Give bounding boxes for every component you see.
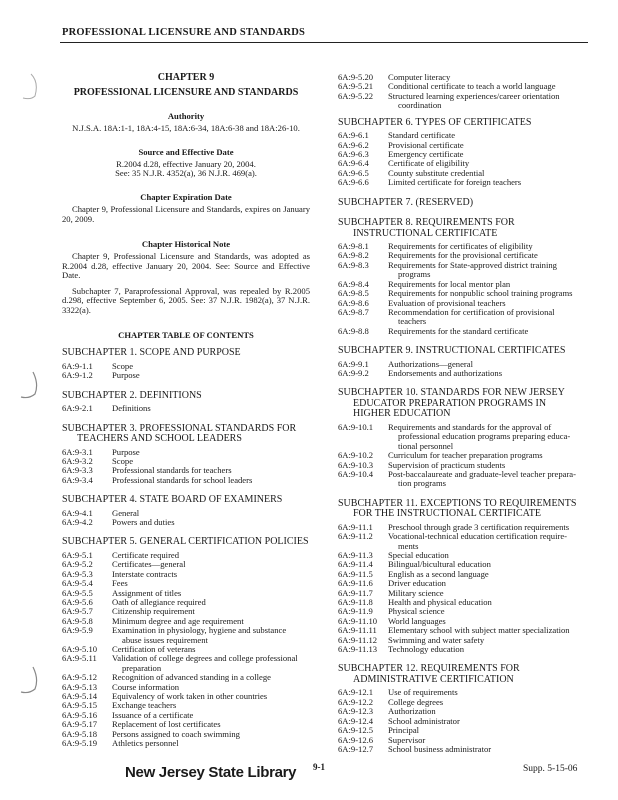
section-title: Exchange teachers bbox=[112, 700, 177, 711]
section-title: County substitute credential bbox=[388, 167, 485, 178]
toc-entry bbox=[62, 448, 310, 457]
subchapter-heading: SUBCHAPTER 9. INSTRUCTIONAL CERTIFICATES bbox=[338, 345, 566, 357]
page-number: 9-1 bbox=[313, 762, 325, 772]
header-rule bbox=[60, 42, 588, 43]
section-number: 6A:9-8.5 bbox=[338, 288, 369, 299]
supplement-date: Supp. 5-15-06 bbox=[523, 764, 578, 774]
section-title: Evaluation of provisional teachers bbox=[388, 297, 506, 308]
section-number: 6A:9-11.10 bbox=[338, 615, 378, 626]
section-title: Requirements for nonpublic school training programs bbox=[388, 288, 573, 299]
section-number: 6A:9-1.1 bbox=[62, 360, 93, 371]
expiration-heading: Chapter Expiration Date bbox=[140, 191, 232, 202]
section-number: 6A:9-8.8 bbox=[338, 325, 369, 336]
section-title: Endorsements and authorizations bbox=[388, 368, 503, 379]
section-title: Emergency certificate bbox=[388, 148, 464, 159]
section-number: 6A:9-12.5 bbox=[338, 725, 374, 736]
section-title: Authorization bbox=[388, 706, 436, 717]
subchapter-heading: SUBCHAPTER 4. STATE BOARD OF EXAMINERS bbox=[62, 494, 283, 506]
section-number: 6A:9-3.4 bbox=[62, 474, 93, 485]
chapter-number: CHAPTER 9 bbox=[157, 72, 215, 83]
section-number: 6A:9-3.1 bbox=[62, 446, 93, 457]
toc-entry bbox=[338, 327, 596, 336]
section-number: 6A:9-5.4 bbox=[62, 578, 93, 589]
section-number: 6A:9-5.16 bbox=[62, 709, 98, 720]
source-line: See: 35 N.J.R. 4352(a), 36 N.J.R. 469(a). bbox=[115, 168, 257, 179]
toc-entry bbox=[338, 423, 596, 451]
source-heading: Source and Effective Date bbox=[138, 146, 234, 157]
toc-list bbox=[62, 404, 310, 413]
subchapter-heading: SUBCHAPTER 2. DEFINITIONS bbox=[62, 389, 202, 401]
toc-entry bbox=[62, 626, 310, 645]
section-title: Curriculum for teacher preparation programs bbox=[388, 450, 543, 461]
section-number: 6A:9-5.1 bbox=[62, 549, 93, 560]
section-title: School business administrator bbox=[388, 743, 492, 754]
toc-entry bbox=[62, 404, 310, 413]
toc-entry bbox=[338, 141, 596, 150]
toc-entry bbox=[338, 369, 596, 378]
section-title: Requirements for State-approved district training programs bbox=[388, 261, 596, 280]
toc-entry bbox=[62, 518, 310, 527]
left-column bbox=[62, 73, 310, 749]
section-title: Requirements and standards for the approval of professional education programs preparing educa- tional personnel bbox=[388, 423, 596, 451]
section-title: Driver education bbox=[388, 578, 446, 589]
punch-hole-mark bbox=[13, 665, 39, 695]
toc-entry bbox=[62, 654, 310, 673]
section-title-continuation: coordination bbox=[398, 100, 442, 111]
section-title: Structured learning experiences/career orientation coordination bbox=[388, 92, 596, 111]
section-number: 6A:9-6.4 bbox=[338, 158, 369, 169]
section-number: 6A:9-5.13 bbox=[62, 681, 98, 692]
subchapter-heading: SUBCHAPTER 3. PROFESSIONAL STANDARDS FOR TEACHERS AND SCHOOL LEADERS bbox=[62, 422, 297, 445]
section-title: Assignment of titles bbox=[112, 587, 182, 598]
section-number: 6A:9-11.5 bbox=[338, 568, 373, 579]
section-number: 6A:9-6.1 bbox=[338, 130, 369, 141]
authority-heading: Authority bbox=[167, 110, 205, 121]
section-title: Interstate contracts bbox=[112, 568, 178, 579]
section-title: Equivalency of work taken in other countries bbox=[112, 691, 268, 702]
toc-entry bbox=[338, 532, 596, 551]
section-title: Recommendation for certification of provisional teachers bbox=[388, 308, 596, 327]
section-title: Technology education bbox=[388, 644, 465, 655]
section-number: 6A:9-11.2 bbox=[338, 531, 373, 542]
section-number: 6A:9-10.4 bbox=[338, 468, 374, 479]
section-title: Requirements for local mentor plan bbox=[388, 278, 511, 289]
section-number: 6A:9-11.8 bbox=[338, 597, 373, 608]
section-number: 6A:9-6.2 bbox=[338, 139, 369, 150]
subchapter-heading: SUBCHAPTER 6. TYPES OF CERTIFICATES bbox=[338, 116, 532, 128]
toc-list bbox=[338, 242, 596, 336]
section-number: 6A:9-12.2 bbox=[338, 696, 374, 707]
section-number: 6A:9-10.1 bbox=[338, 421, 374, 432]
chapter-title: PROFESSIONAL LICENSURE AND STANDARDS bbox=[73, 87, 299, 99]
section-title: Issuance of a certificate bbox=[112, 709, 194, 720]
toc-entry bbox=[62, 371, 310, 380]
section-number: 6A:9-8.3 bbox=[338, 259, 369, 270]
section-number: 6A:9-8.7 bbox=[338, 306, 369, 317]
section-number: 6A:9-9.2 bbox=[338, 368, 369, 379]
section-number: 6A:9-6.3 bbox=[338, 148, 369, 159]
toc-entry bbox=[338, 598, 596, 607]
section-number: 6A:9-3.2 bbox=[62, 455, 93, 466]
toc-entry bbox=[62, 579, 310, 588]
section-number: 6A:9-5.19 bbox=[62, 738, 98, 749]
section-title: Computer literacy bbox=[388, 72, 451, 82]
toc-list bbox=[62, 362, 310, 381]
section-title-continuation: ments bbox=[398, 540, 419, 551]
history-heading: Chapter Historical Note bbox=[141, 239, 231, 250]
section-number: 6A:9-2.1 bbox=[62, 403, 93, 414]
subchapter-heading: SUBCHAPTER 7. (RESERVED) bbox=[338, 196, 474, 208]
subchapter-heading: SUBCHAPTER 11. EXCEPTIONS TO REQUIREMENTS FOR THE INSTRUCTIONAL CERTIFICATE bbox=[338, 497, 577, 520]
subchapter-heading: SUBCHAPTER 5. GENERAL CERTIFICATION POLICIES bbox=[62, 536, 309, 548]
section-title: Scope bbox=[112, 360, 134, 371]
section-title: Authorizations—general bbox=[388, 358, 473, 369]
toc-heading: CHAPTER TABLE OF CONTENTS bbox=[118, 329, 254, 340]
section-title: Provisional certificate bbox=[388, 139, 464, 150]
toc-entry bbox=[62, 673, 310, 682]
toc-list bbox=[338, 131, 596, 187]
toc-entry bbox=[338, 470, 596, 489]
subchapter-heading: SUBCHAPTER 10. STANDARDS FOR NEW JERSEY EDUCATOR PREPARATION PROGRAMS IN HIGHER EDUCATION bbox=[338, 387, 565, 420]
section-title: Special education bbox=[388, 550, 449, 560]
toc-entry bbox=[338, 570, 596, 579]
section-title-continuation: professional education programs preparing educa- bbox=[398, 431, 571, 442]
toc-entry bbox=[62, 476, 310, 485]
section-number: 6A:9-3.3 bbox=[62, 465, 93, 476]
section-title: Certificate required bbox=[112, 549, 180, 560]
history-paragraph: Subchapter 7, Paraprofessional Approval, was repealed by R.2005 d.298, effective September 6, 2005. See: 37 N.J.R. 1982(a), 37 N.J.R. 3322(a). bbox=[62, 285, 310, 315]
section-title: Vocational-technical education certification require- ments bbox=[388, 532, 596, 551]
section-title-continuation: tional personnel bbox=[398, 440, 454, 451]
section-number: 6A:9-4.1 bbox=[62, 507, 93, 518]
toc-list bbox=[62, 551, 310, 749]
toc-entry bbox=[338, 726, 596, 735]
toc-entry bbox=[338, 579, 596, 588]
section-number: 6A:9-11.11 bbox=[338, 625, 377, 636]
section-title: Athletics personnel bbox=[112, 738, 179, 749]
section-number: 6A:9-12.1 bbox=[338, 687, 374, 698]
section-title: Replacement of lost certificates bbox=[112, 719, 221, 730]
source-line: R.2004 d.28, effective January 20, 2004. bbox=[116, 159, 256, 170]
section-title: Certificate of eligibility bbox=[388, 158, 470, 169]
authority-text: N.J.S.A. 18A:1-1, 18A:4-15, 18A:6-34, 18A:6-38 and 18A:26-10. bbox=[72, 123, 300, 134]
section-number: 6A:9-4.2 bbox=[62, 517, 93, 528]
section-number: 6A:9-8.6 bbox=[338, 297, 369, 308]
section-number: 6A:9-5.6 bbox=[62, 597, 93, 607]
section-number: 6A:9-8.2 bbox=[338, 250, 369, 261]
section-title-continuation: programs bbox=[398, 269, 431, 280]
section-title: Bilingual/bicultural education bbox=[388, 559, 491, 570]
section-title: Persons assigned to coach swimming bbox=[112, 728, 240, 739]
library-stamp: New Jersey State Library bbox=[125, 764, 297, 781]
section-title: Validation of college degrees and college professional preparation bbox=[112, 654, 310, 673]
section-number: 6A:9-11.13 bbox=[338, 644, 378, 655]
section-number: 6A:9-10.3 bbox=[338, 459, 374, 470]
subchapter-heading: SUBCHAPTER 1. SCOPE AND PURPOSE bbox=[62, 347, 241, 359]
toc-entry bbox=[62, 551, 310, 560]
punch-hole-mark bbox=[13, 370, 39, 400]
section-title: Supervisor bbox=[388, 734, 426, 745]
section-number: 6A:9-12.3 bbox=[338, 706, 374, 717]
toc-entry bbox=[338, 92, 596, 111]
running-header: PROFESSIONAL LICENSURE AND STANDARDS bbox=[62, 27, 306, 38]
section-number: 6A:9-11.9 bbox=[338, 606, 373, 617]
section-number: 6A:9-6.5 bbox=[338, 167, 369, 178]
section-title: Purpose bbox=[112, 370, 140, 381]
section-title: English as a second language bbox=[388, 568, 489, 579]
section-number: 6A:9-5.12 bbox=[62, 672, 98, 683]
section-number: 6A:9-5.3 bbox=[62, 568, 93, 579]
section-title: Military science bbox=[388, 587, 444, 598]
punch-hole-mark bbox=[13, 72, 39, 102]
section-number: 6A:9-5.9 bbox=[62, 625, 93, 636]
right-column bbox=[338, 73, 596, 754]
section-title: Conditional certificate to teach a world language bbox=[388, 81, 556, 92]
toc-entry bbox=[62, 730, 310, 739]
section-number: 6A:9-6.6 bbox=[338, 177, 369, 188]
section-number: 6A:9-12.6 bbox=[338, 734, 374, 745]
section-title: Citizenship requirement bbox=[112, 606, 195, 617]
section-number: 6A:9-5.10 bbox=[62, 644, 98, 655]
toc-entry bbox=[338, 717, 596, 726]
section-title: Limited certificate for foreign teachers bbox=[388, 177, 522, 188]
section-title: Supervision of practicum students bbox=[388, 459, 506, 470]
toc-entry bbox=[338, 707, 596, 716]
section-number: 6A:9-5.8 bbox=[62, 615, 93, 626]
section-title: Minimum degree and age requirement bbox=[112, 615, 244, 626]
section-number: 6A:9-8.1 bbox=[338, 241, 369, 252]
section-number: 6A:9-10.2 bbox=[338, 450, 374, 461]
section-title: Fees bbox=[112, 578, 128, 589]
section-number: 6A:9-5.20 bbox=[338, 72, 374, 82]
section-title: Certificates—general bbox=[112, 559, 186, 570]
section-number: 6A:9-11.7 bbox=[338, 587, 373, 598]
section-number: 6A:9-1.2 bbox=[62, 370, 93, 381]
section-title: Certification of veterans bbox=[112, 644, 196, 655]
section-number: 6A:9-11.6 bbox=[338, 578, 373, 589]
toc-list bbox=[338, 360, 596, 379]
section-number: 6A:9-5.21 bbox=[338, 81, 374, 92]
section-title: Course information bbox=[112, 681, 180, 692]
toc-list bbox=[62, 448, 310, 486]
toc-entry bbox=[338, 308, 596, 327]
section-title: Definitions bbox=[112, 403, 151, 414]
section-title: Requirements for the provisional certificate bbox=[388, 250, 538, 261]
expiration-text: Chapter 9, Professional Licensure and Standards, expires on January 20, 2009. bbox=[62, 204, 310, 224]
toc-entry bbox=[338, 178, 596, 187]
section-title: Scope bbox=[112, 455, 134, 466]
section-title: Examination in physiology, hygiene and substance abuse issues requirement bbox=[112, 626, 310, 645]
section-title: Oath of allegiance required bbox=[112, 597, 206, 607]
section-number: 6A:9-12.4 bbox=[338, 715, 374, 726]
toc-entry bbox=[338, 745, 596, 754]
toc-entry bbox=[62, 362, 310, 371]
section-number: 6A:9-5.14 bbox=[62, 691, 98, 702]
section-title-continuation: preparation bbox=[122, 662, 162, 673]
toc-entry bbox=[62, 560, 310, 569]
section-title: School administrator bbox=[388, 715, 460, 726]
subchapter-heading: SUBCHAPTER 12. REQUIREMENTS FOR ADMINISTRATIVE CERTIFICATION bbox=[338, 663, 520, 685]
section-title: Use of requirements bbox=[388, 687, 458, 698]
toc-entry bbox=[338, 131, 596, 140]
section-number: 6A:9-9.1 bbox=[338, 358, 369, 369]
section-title: Preschool through grade 3 certification requirements bbox=[388, 521, 570, 532]
toc-entry bbox=[62, 692, 310, 701]
section-title-continuation: abuse issues requirement bbox=[122, 634, 208, 645]
toc-entry bbox=[62, 509, 310, 518]
toc-list bbox=[338, 423, 596, 489]
section-number: 6A:9-5.5 bbox=[62, 587, 93, 598]
toc-entry bbox=[338, 688, 596, 697]
toc-entry bbox=[62, 739, 310, 748]
section-title: Powers and duties bbox=[112, 517, 175, 528]
section-title: Post-baccalaureate and graduate-level teacher prepara- tion programs bbox=[388, 470, 596, 489]
toc-entry bbox=[338, 698, 596, 707]
section-title: Professional standards for school leaders bbox=[112, 474, 253, 485]
toc-list bbox=[338, 73, 596, 111]
section-title: College degrees bbox=[388, 696, 444, 707]
section-title: Professional standards for teachers bbox=[112, 465, 232, 476]
section-number: 6A:9-5.17 bbox=[62, 719, 98, 730]
section-number: 6A:9-5.11 bbox=[62, 653, 97, 664]
section-title: Requirements for the standard certificate bbox=[388, 325, 529, 336]
section-title-continuation: tion programs bbox=[398, 478, 446, 489]
subchapter-heading: SUBCHAPTER 8. REQUIREMENTS FOR INSTRUCTIONAL CERTIFICATE bbox=[338, 217, 515, 239]
toc-list bbox=[338, 523, 596, 655]
section-title: Principal bbox=[388, 725, 420, 736]
section-title: Elementary school with subject matter specialization bbox=[388, 625, 570, 636]
section-number: 6A:9-11.4 bbox=[338, 559, 373, 570]
section-title: Swimming and water safety bbox=[388, 634, 485, 645]
section-title-continuation: teachers bbox=[398, 316, 427, 327]
toc-list bbox=[62, 509, 310, 528]
section-number: 6A:9-5.2 bbox=[62, 559, 93, 570]
section-number: 6A:9-11.12 bbox=[338, 634, 378, 645]
section-title: World languages bbox=[388, 615, 446, 626]
section-number: 6A:9-11.1 bbox=[338, 521, 373, 532]
section-title: General bbox=[112, 507, 140, 518]
section-title: Requirements for certificates of eligibility bbox=[388, 241, 533, 252]
section-number: 6A:9-5.22 bbox=[338, 90, 374, 101]
section-title: Purpose bbox=[112, 446, 140, 457]
toc-entry bbox=[338, 645, 596, 654]
toc-entry bbox=[62, 570, 310, 579]
section-number: 6A:9-11.3 bbox=[338, 550, 373, 560]
section-title: Recognition of advanced standing in a college bbox=[112, 672, 271, 683]
section-number: 6A:9-12.7 bbox=[338, 743, 374, 754]
section-title: Health and physical education bbox=[388, 597, 492, 608]
toc-entry bbox=[338, 261, 596, 280]
section-number: 6A:9-5.18 bbox=[62, 728, 98, 739]
section-number: 6A:9-5.15 bbox=[62, 700, 98, 711]
section-title: Physical science bbox=[388, 606, 445, 617]
section-title: Standard certificate bbox=[388, 130, 456, 141]
section-number: 6A:9-5.7 bbox=[62, 606, 93, 617]
section-number: 6A:9-8.4 bbox=[338, 278, 369, 289]
toc-list bbox=[338, 688, 596, 754]
history-paragraph: Chapter 9, Professional Licensure and Standards, was adopted as R.2004 d.28, effective January 20, 2004. See: Source and Effective Date. bbox=[62, 251, 310, 281]
